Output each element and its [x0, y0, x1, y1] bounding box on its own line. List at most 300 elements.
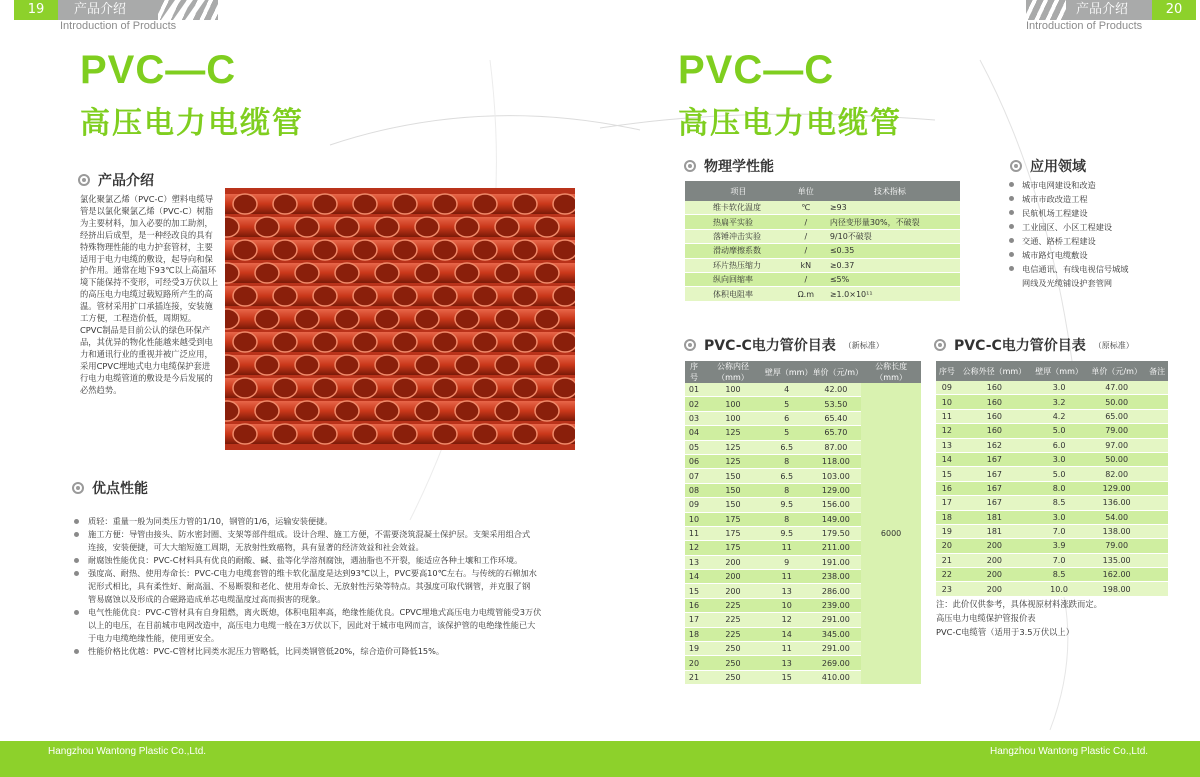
application-item: 民航机场工程建设 — [1008, 206, 1168, 220]
table-row — [685, 258, 960, 272]
table-cell: 125 — [703, 440, 763, 454]
table-cell: kN — [792, 258, 820, 272]
pipe-end — [255, 217, 279, 237]
physical-heading-label: 物理学性能 — [704, 159, 774, 175]
ring-bullet-icon — [1010, 160, 1022, 172]
intro-line: 力和通讯行业的重视并被广泛应用， — [80, 348, 213, 359]
table-header-cell: 技术指标 — [820, 181, 960, 201]
table-header-cell: 序号 — [936, 361, 958, 381]
table-cell: 150 — [703, 498, 763, 512]
pipe-end — [473, 424, 497, 444]
pipe-end — [433, 332, 457, 352]
table-cell: 65.40 — [811, 411, 862, 425]
pipe-end — [273, 332, 297, 352]
table-cell: 19 — [685, 642, 703, 656]
intro-line: 必然趋势。 — [80, 384, 122, 395]
pipe-end — [415, 401, 439, 421]
table-cell: 150 — [703, 483, 763, 497]
remark-cell — [1146, 467, 1168, 481]
pipe-end — [295, 263, 319, 283]
table-cell: 11 — [936, 409, 958, 423]
table-cell: 100 — [703, 397, 763, 411]
ring-bullet-icon — [72, 482, 84, 494]
table-cell: 129.00 — [811, 483, 862, 497]
table-cell: 8 — [763, 512, 811, 526]
pipe-end — [473, 378, 497, 398]
pipe-end — [233, 194, 257, 214]
pipe-end — [513, 194, 537, 214]
table-cell: 47.00 — [1087, 381, 1146, 395]
intro-line: 为主要材料，加入必要的加工助剂， — [80, 217, 213, 228]
intro-heading — [78, 170, 154, 190]
table-cell: 175 — [703, 541, 763, 555]
table-cell: / — [792, 244, 820, 258]
pipe-end — [233, 332, 257, 352]
table-cell: ≥0.37 — [820, 258, 960, 272]
table-cell: 15 — [685, 584, 703, 598]
pipe-end — [535, 217, 559, 237]
pipe-end — [295, 309, 319, 329]
pipe-end — [295, 217, 319, 237]
table-cell: 21 — [685, 670, 703, 684]
table-cell: 10 — [936, 395, 958, 409]
table-cell: 150 — [703, 469, 763, 483]
table-cell: 13 — [936, 438, 958, 452]
table-cell: 01 — [685, 383, 703, 397]
remark-cell — [1146, 553, 1168, 567]
table-cell: 环片热压缩力 — [685, 258, 792, 272]
note-line: PVC-C电缆管（适用于3.5万伏以上） — [936, 627, 1075, 637]
intro-line: 采用CPVC埋地式电力电缆保护套进 — [80, 360, 211, 371]
pipe-end — [393, 240, 417, 260]
table-cell: 4.2 — [1031, 409, 1087, 423]
table-cell: 9.5 — [763, 526, 811, 540]
pipe-end — [255, 263, 279, 283]
table-cell: 9 — [763, 555, 811, 569]
pipe-end — [375, 401, 399, 421]
table-cell: 167 — [958, 481, 1031, 495]
table-cell: 6 — [763, 411, 811, 425]
table-row — [936, 409, 1168, 423]
table-cell: 160 — [958, 395, 1031, 409]
table-cell: ≤0.35 — [820, 244, 960, 258]
price-new-heading — [684, 335, 884, 355]
table-row — [936, 553, 1168, 567]
table-row — [936, 424, 1168, 438]
price-table-new — [685, 361, 921, 685]
price-old-heading-label: PVC-C电力管价目表 — [954, 338, 1086, 354]
pipe-end — [473, 194, 497, 214]
product-subtitle-right: 高压电力电缆管 — [678, 106, 902, 141]
table-cell: 16 — [936, 481, 958, 495]
table-cell: 22 — [936, 568, 958, 582]
pipe-end — [495, 309, 519, 329]
table-cell: 纵向回缩率 — [685, 272, 792, 286]
pipe-end — [455, 217, 479, 237]
header-subtitle-left: Introduction of Products — [60, 20, 177, 32]
table-row — [936, 452, 1168, 466]
pipe-end — [295, 355, 319, 375]
table-cell: 167 — [958, 496, 1031, 510]
table-cell: 3.0 — [1031, 381, 1087, 395]
table-cell: 18 — [936, 510, 958, 524]
table-cell: 7.0 — [1031, 524, 1087, 538]
table-cell: 100 — [703, 383, 763, 397]
table-cell: 21 — [936, 553, 958, 567]
table-row — [685, 272, 960, 286]
table-cell: 291.00 — [811, 642, 862, 656]
table-row — [936, 381, 1168, 395]
table-cell: 13 — [763, 584, 811, 598]
table-cell: 291.00 — [811, 613, 862, 627]
application-item: 网线及光缆铺设护套管网 — [1022, 278, 1113, 288]
pipe-end — [415, 263, 439, 283]
pipe-end — [473, 240, 497, 260]
table-row — [936, 467, 1168, 481]
table-cell: 8 — [763, 483, 811, 497]
pipe-end — [233, 240, 257, 260]
table-header-cell: 公称外径（mm） — [958, 361, 1031, 381]
table-cell: 23 — [936, 582, 958, 596]
advantages-heading — [72, 478, 148, 498]
table-header-cell: 公称内径（mm） — [703, 361, 763, 383]
price-table-old — [936, 361, 1168, 597]
table-cell: / — [792, 215, 820, 229]
pipe-end — [335, 355, 359, 375]
table-cell: 5 — [763, 397, 811, 411]
table-cell: 3.9 — [1031, 539, 1087, 553]
remark-cell — [1146, 481, 1168, 495]
intro-line: CPVC制品是目前公认的绿色环保产 — [80, 324, 211, 335]
ring-bullet-icon — [78, 174, 90, 186]
table-header-cell: 壁厚（mm） — [763, 361, 811, 383]
pipe-end — [433, 194, 457, 214]
intro-line: 境下能保持不变形，可经受3万伏以上 — [80, 277, 219, 288]
pipe-end — [335, 263, 359, 283]
pipe-end — [295, 401, 319, 421]
pipe-end — [513, 286, 537, 306]
ring-bullet-icon — [934, 339, 946, 351]
header-subtitle-right: Introduction of Products — [1026, 20, 1143, 32]
table-cell: 12 — [685, 541, 703, 555]
table-cell: / — [792, 272, 820, 286]
table-row — [936, 481, 1168, 495]
table-cell: 181 — [958, 524, 1031, 538]
table-cell: 118.00 — [811, 454, 862, 468]
table-row — [685, 229, 960, 243]
remark-cell — [1146, 381, 1168, 395]
table-cell: / — [792, 229, 820, 243]
advantage-item: 电气性能优良：PVC-C管材具有自身阻燃，离火既熄，体积电阻率高，绝缘性能优良。CPVC埋地式高压电力电缆管能受3万伏 以上的电压，在目前城市电网改造中，高压电力电缆一般在3万伏以下，因此对于城市电网而言，该保护管的电绝缘性能已大 于电力电缆绝缘性能，使用更安全。 — [72, 606, 632, 645]
pipe-end — [455, 309, 479, 329]
table-cell: 09 — [685, 498, 703, 512]
table-cell: 11 — [763, 642, 811, 656]
table-cell: 热扁平实验 — [685, 215, 792, 229]
pipe-end — [375, 309, 399, 329]
pipe-end — [393, 332, 417, 352]
table-cell: 12 — [763, 613, 811, 627]
table-cell: 250 — [703, 656, 763, 670]
pipe-end — [393, 424, 417, 444]
table-row — [685, 215, 960, 229]
pipe-end — [553, 194, 575, 214]
table-cell: 50.00 — [1087, 395, 1146, 409]
table-cell: 200 — [958, 553, 1031, 567]
pipe-end — [255, 401, 279, 421]
intro-line: 品，其优异的物化性能越来越受到电 — [80, 336, 213, 347]
pipe-end — [313, 286, 337, 306]
table-cell: 160 — [958, 424, 1031, 438]
table-cell: 103.00 — [811, 469, 862, 483]
table-cell: 20 — [936, 539, 958, 553]
table-cell: 175 — [703, 512, 763, 526]
table-cell: 149.00 — [811, 512, 862, 526]
pipe-end — [393, 286, 417, 306]
pipe-end — [393, 194, 417, 214]
table-cell: 211.00 — [811, 541, 862, 555]
pipe-end — [313, 240, 337, 260]
product-title-left: PVC—C — [80, 48, 237, 92]
table-cell: 200 — [703, 570, 763, 584]
table-cell: 225 — [703, 613, 763, 627]
remark-cell — [1146, 510, 1168, 524]
table-cell: 200 — [958, 582, 1031, 596]
table-row — [936, 582, 1168, 596]
pipe-end — [313, 194, 337, 214]
table-cell: 200 — [958, 568, 1031, 582]
table-cell: 10.0 — [1031, 582, 1087, 596]
pipe-end — [273, 240, 297, 260]
pipe-end — [353, 378, 377, 398]
apps-heading-label: 应用领域 — [1030, 159, 1086, 175]
table-cell: 10 — [763, 598, 811, 612]
table-row — [936, 539, 1168, 553]
application-item: 交通、路桥工程建设 — [1008, 234, 1168, 248]
table-cell: 286.00 — [811, 584, 862, 598]
table-cell: 3.2 — [1031, 395, 1087, 409]
table-cell: 11 — [685, 526, 703, 540]
pipe-end — [353, 240, 377, 260]
note-line: 注：此价仅供参考，具体视原材料涨跌而定。 — [936, 599, 1102, 609]
pipe-end — [433, 378, 457, 398]
pipe-end — [415, 217, 439, 237]
pipe-end — [273, 286, 297, 306]
table-cell: 239.00 — [811, 598, 862, 612]
table-cell: 198.00 — [1087, 582, 1146, 596]
table-cell: 07 — [685, 469, 703, 483]
remark-cell — [1146, 452, 1168, 466]
pipe-end — [313, 332, 337, 352]
pipe-end — [473, 286, 497, 306]
table-cell: 250 — [703, 642, 763, 656]
table-cell: 02 — [685, 397, 703, 411]
table-cell: 167 — [958, 452, 1031, 466]
table-cell: 200 — [703, 555, 763, 569]
pipe-end — [455, 355, 479, 375]
intro-line: 经挤出后成型，是一种经改良的具有 — [80, 229, 213, 240]
advantages-list — [72, 515, 632, 658]
table-cell: 13 — [763, 656, 811, 670]
advantage-item: 施工方便：导管由接头、防水密封圈、支架等部件组成。设计合理、施工方便，不需要浇筑混凝土保护层。支架采用组合式 连接，安装便捷，可大大缩短施工周期，无放射性致癌物，具有显著的经济效益和社会效益。 — [72, 528, 632, 554]
table-cell: 11 — [763, 541, 811, 555]
table-cell: 15 — [763, 670, 811, 684]
pipe-end — [513, 424, 537, 444]
header-title-left: 产品介绍 — [74, 2, 127, 17]
table-cell: 54.00 — [1087, 510, 1146, 524]
application-item: 工业园区、小区工程建设 — [1008, 220, 1168, 234]
header-title-right: 产品介绍 — [1076, 2, 1129, 17]
table-cell: 05 — [685, 440, 703, 454]
intro-paragraph — [80, 194, 220, 396]
table-cell: 14 — [763, 627, 811, 641]
table-cell: 269.00 — [811, 656, 862, 670]
table-cell: 16 — [685, 598, 703, 612]
table-cell: 体积电阻率 — [685, 287, 792, 301]
table-cell: 167 — [958, 467, 1031, 481]
table-cell: 18 — [685, 627, 703, 641]
remark-cell — [1146, 409, 1168, 423]
pipe-end — [353, 286, 377, 306]
remark-cell — [1146, 524, 1168, 538]
footer-company-right: Hangzhou Wantong Plastic Co.,Ltd. — [990, 746, 1149, 757]
table-cell: 175 — [703, 526, 763, 540]
table-row — [685, 287, 960, 301]
pipe-end — [495, 401, 519, 421]
table-cell: 17 — [936, 496, 958, 510]
note-line: 高压电力电缆保护管报价表 — [936, 613, 1036, 623]
pipe-end — [513, 378, 537, 398]
header-stripes-bg-right — [1026, 0, 1066, 20]
physical-heading — [684, 156, 774, 176]
pipe-end — [553, 424, 575, 444]
table-cell: 3.0 — [1031, 452, 1087, 466]
pipe-end — [535, 309, 559, 329]
table-cell: 维卡软化温度 — [685, 201, 792, 215]
table-cell: 225 — [703, 598, 763, 612]
table-header-cell: 项目 — [685, 181, 792, 201]
pipe-illustration — [225, 188, 575, 450]
pipe-end — [353, 332, 377, 352]
page-number-left: 19 — [14, 0, 58, 20]
remark-cell — [1146, 582, 1168, 596]
pipe-end — [233, 424, 257, 444]
advantage-item: 强度高、耐热、使用寿命长：PVC-C电力电缆套管的维卡软化温度是达到93℃以上，PVC要高10℃左右。与传统的石棉加水 泥形式相比，具有柔性好、耐高温、不易断裂和老化、使用寿命长、无放射性污染等特点。其强度可取代钢管，并克服了钢 管易腐蚀以及形成的合磁路造成单芯电缆温度过高而损害的现象。 — [72, 567, 632, 606]
intro-line: 氯化聚氯乙烯（PVC-C）塑料电缆导 — [80, 194, 214, 204]
table-cell: 410.00 — [811, 670, 862, 684]
remark-cell — [1146, 424, 1168, 438]
intro-heading-label: 产品介绍 — [98, 173, 154, 189]
ring-bullet-icon — [684, 339, 696, 351]
table-cell: 09 — [936, 381, 958, 395]
table-cell: 4 — [763, 383, 811, 397]
intro-line: 护作用。通常在地下93℃以上高温环 — [80, 265, 217, 276]
table-cell: ℃ — [792, 201, 820, 215]
pipe-end — [335, 401, 359, 421]
table-cell: 129.00 — [1087, 481, 1146, 495]
product-subtitle-left: 高压电力电缆管 — [80, 106, 304, 141]
pipe-end — [233, 378, 257, 398]
table-row — [936, 496, 1168, 510]
table-cell: 100 — [703, 411, 763, 425]
table-cell: 138.00 — [1087, 524, 1146, 538]
pipe-end — [513, 240, 537, 260]
pipe-end — [353, 424, 377, 444]
table-cell: 225 — [703, 627, 763, 641]
table-cell: 162 — [958, 438, 1031, 452]
table-cell: 9/10不破裂 — [820, 229, 960, 243]
table-cell: 135.00 — [1087, 553, 1146, 567]
table-header-cell: 壁厚（mm） — [1031, 361, 1087, 381]
pipe-end — [255, 355, 279, 375]
intro-line: 适用于电力电缆的敷设，起导向和保 — [80, 253, 213, 264]
intro-line: 行电力电缆管道的敷设是今后发展的 — [80, 372, 213, 383]
table-cell: 160 — [958, 381, 1031, 395]
pipe-end — [553, 378, 575, 398]
advantage-item: 性能价格比优越：PVC-C管材比同类水泥压力管略低，比同类钢管低20%，综合造价可降低15%。 — [72, 645, 632, 658]
apps-heading — [1010, 156, 1086, 176]
table-cell: 53.50 — [811, 397, 862, 411]
pipe-end — [553, 240, 575, 260]
table-cell: 50.00 — [1087, 452, 1146, 466]
table-cell: 200 — [958, 539, 1031, 553]
remark-cell — [1146, 395, 1168, 409]
table-cell: 7.0 — [1031, 553, 1087, 567]
pipe-end — [375, 217, 399, 237]
intro-line: 工方便，工程造价低，周期短。 — [80, 313, 197, 324]
table-cell: 8 — [763, 454, 811, 468]
table-cell: 179.50 — [811, 526, 862, 540]
table-cell: 13 — [685, 555, 703, 569]
pipe-end — [455, 263, 479, 283]
table-row — [936, 438, 1168, 452]
table-cell: 08 — [685, 483, 703, 497]
pipe-end — [415, 309, 439, 329]
pipe-end — [535, 401, 559, 421]
price-notes — [936, 597, 1176, 639]
table-cell: 10 — [685, 512, 703, 526]
application-item: 城市路灯电缆敷设 — [1008, 248, 1168, 262]
table-header-cell: 单价（元/m） — [1087, 361, 1146, 381]
table-cell: 125 — [703, 426, 763, 440]
pipe-end — [313, 424, 337, 444]
table-cell: 03 — [685, 411, 703, 425]
table-cell: 181 — [958, 510, 1031, 524]
table-cell: 06 — [685, 454, 703, 468]
footer-company-left: Hangzhou Wantong Plastic Co.,Ltd. — [48, 746, 207, 757]
table-row — [685, 383, 921, 397]
pipe-photo — [225, 188, 575, 450]
table-cell: 04 — [685, 426, 703, 440]
pipe-end — [535, 355, 559, 375]
table-cell: 14 — [936, 452, 958, 466]
table-header-cell: 单价（元/m） — [811, 361, 862, 383]
table-cell: 238.00 — [811, 570, 862, 584]
pipe-end — [433, 240, 457, 260]
table-cell: 65.00 — [1087, 409, 1146, 423]
table-header-cell: 备注 — [1146, 361, 1168, 381]
table-cell: 20 — [685, 656, 703, 670]
table-cell: Ω.m — [792, 287, 820, 301]
remark-cell — [1146, 496, 1168, 510]
table-cell: 8.0 — [1031, 481, 1087, 495]
table-cell: 87.00 — [811, 440, 862, 454]
application-item: 电信通讯、有线电视信号城域 — [1008, 262, 1168, 276]
table-cell: 3.0 — [1031, 510, 1087, 524]
table-cell: 160 — [958, 409, 1031, 423]
table-row — [936, 395, 1168, 409]
intro-line: 特殊物理性能的电力护套管材，主要 — [80, 241, 213, 252]
table-cell: 136.00 — [1087, 496, 1146, 510]
